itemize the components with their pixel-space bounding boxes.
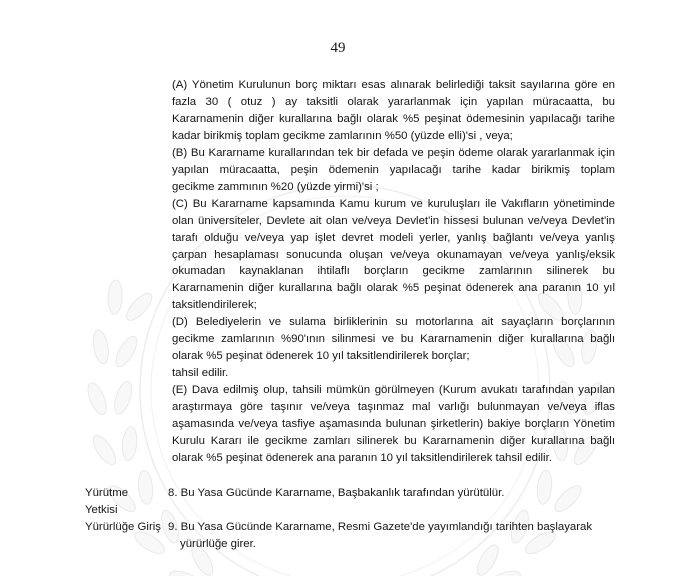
body-line: (B) Bu Kararname kurallarından tek bir defada ve peşin ödeme olarak yararlanmak için <box>172 146 615 159</box>
side-heading-line: Yetkisi <box>85 504 118 516</box>
paragraph-a <box>172 77 615 145</box>
body-text <box>172 77 615 467</box>
paragraph-c <box>172 196 615 315</box>
paragraph-b <box>172 145 615 196</box>
body-line: gecikme zammının %20 (yüzde yirmi)'si ; <box>172 180 379 193</box>
body-line: (C) Bu Kararname kapsamında Kamu kurum ve kuruluşları ile Vakıfların yönetiminde <box>172 197 615 210</box>
article-text-line: 9. Bu Yasa Gücünde Kararname, Resmi Gazete'de yayımlandığı tarihten başlayarak <box>168 521 593 533</box>
page-number: 49 <box>330 40 346 56</box>
laurel-leaf <box>89 432 120 468</box>
side-heading-line: Yürütme <box>85 487 129 499</box>
laurel-leaf <box>121 426 138 461</box>
paragraph-e <box>172 382 615 467</box>
body-line: çarpan hesaplaması sonucunda oluşan ve/veya okunamayan ve/veya yanlış/eksik <box>172 248 615 261</box>
body-line: tahsil edilir. <box>172 367 229 380</box>
paragraph-d <box>172 314 615 365</box>
body-line: olarak %5 peşinat ödenerek ana paranın 10 yıl taksitlendirilerek tahsil edilir. <box>172 451 552 464</box>
body-line: aşamasında ve/veya tasfiye aşamasında bulunan şirketlerin) bakiye borçların Yönetim <box>172 418 615 431</box>
laurel-leaf <box>112 333 141 369</box>
laurel-leaf <box>123 289 156 324</box>
body-line: Kararnamenin diğer kurallarına bağlı olarak %5 peşinat ödenerek ana paranın 10 yıl <box>172 282 615 295</box>
article-text-line: yürürlüğe girer. <box>180 538 256 550</box>
body-line: taksitlendirilerek; <box>172 299 257 312</box>
body-line: (D) Belediyelerin ve sulama birliklerinin su motorlarına ait sayaçların borçlarının <box>172 316 615 329</box>
side-heading <box>85 519 167 536</box>
body-line: araştırmaya göre taşınır ve/veya taşınmaz mal varlığı bulunmayan ve/veya iflas <box>172 401 615 414</box>
body-line: olan üniversiteler, Devlete ait olan ve/veya Devlet'in hissesi bulunan ve/veya Devlet'in <box>172 214 615 227</box>
body-line: olarak %5 peşinat ödenerek 10 yıl taksitlendirilerek borçlar; <box>172 350 470 363</box>
body-line: yapılan müracaatta, peşin ödemenin yapılacağı tarihe kadar birikmiş toplam <box>172 163 615 176</box>
body-line: tarafı olduğu ve/veya yap işlet devret modeli yerler, yanlış bağlantı ve/veya yanlış <box>172 231 615 244</box>
article-text-line: 8. Bu Yasa Gücünde Kararname, Başbakanlık tarafından yürütülür. <box>168 487 505 499</box>
body-line: Kurulu Kararı ile gecikme zamları silinerek bu Kararnamenin diğer kurallarına bağlı <box>172 435 615 448</box>
laurel-leaf <box>91 329 111 365</box>
body-line: Kararnamenin diğer kurallarına bağlı olarak %5 peşinat ödemesinin yapılacağı tarihe <box>172 112 615 125</box>
body-line: (A) Yönetim Kurulunun borç miktarı esas alınarak belirlediği taksit sayılarına göre en <box>172 79 615 91</box>
side-heading <box>85 485 167 519</box>
laurel-leaf <box>111 379 135 416</box>
side-heading-line: Yürürlüğe Giriş <box>85 521 161 533</box>
body-line: (E) Dava edilmiş olup, tahsili mümkün görülmeyen (Kurum avukatı tarafından yapılan <box>172 384 615 397</box>
laurel-leaf <box>108 280 123 314</box>
body-line: okumadan kaynaklanan ihtilaflı borçların gecikme zamlarının silinerek bu <box>172 265 615 278</box>
body-line: gecikme zamlarının %90'ının silinmesi ve bu Kararnamenin diğer kurallarına bağlı <box>172 333 615 346</box>
laurel-leaf <box>167 568 204 576</box>
article-text <box>168 519 592 553</box>
laurel-leaf <box>84 380 110 417</box>
article-text <box>168 485 504 502</box>
body-line: kadar birikmiş toplam gecikme zamlarının %50 (yüzde elli)'si , veya; <box>172 129 513 142</box>
body-line: fazla 30 ( otuz ) ay taksitli olarak yararlanmak için yapılan müracaatta, bu <box>172 95 615 108</box>
paragraph-collection-clause <box>172 365 615 382</box>
